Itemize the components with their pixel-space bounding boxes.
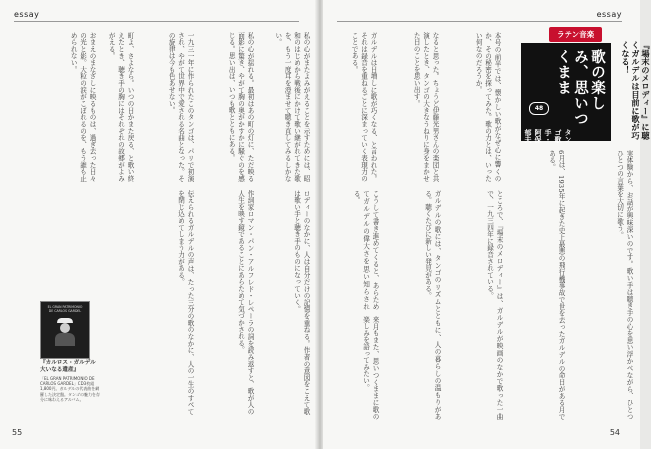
text-column: 一九三一年に作られたこのタンゴは、パリで初演され、やがて世界中で愛される名曲となった。その旋律は今も色あせない。: [167, 32, 194, 182]
text-column: 町よ、さよなら。いつの日かまた戻る、と歌い終えたとき、聴き手の胸にはそれぞれの故郷がよみがえる。: [107, 32, 134, 182]
series-label: ラテン音楽: [549, 27, 602, 42]
album-caption-title: 『カルロス・ガルデル 大いなる遺産』: [40, 360, 96, 373]
text-column: ところで、『場末のメロディー』は、ガルデルが映画のなかで歌った一曲で、一九三四年に録音されている。: [485, 190, 503, 420]
issue-number-badge: 48: [529, 102, 549, 115]
text-column: 作詞家ロマン・パン・アルフレド・レペーラの詞を読み返すと、歌が人の人生を映す鏡であることにあらためて気づかされる。: [236, 190, 254, 415]
text-column: おまえのまなざしに映るものは、過ぎ去った日々の光と影。大粒の涙がこぼれるのを、もう誰も止められない。: [69, 32, 96, 182]
left-page: [0, 0, 317, 449]
text-column: 伝えられるガルデルの声は、たった三分の歌のなかに、人の一生のすべてを閉じ込めてしまう力がある。: [176, 190, 194, 415]
album-cover-image: [40, 301, 90, 359]
section-tag: essay: [14, 10, 40, 19]
article-subtitle: 『場末のメロディー』に聴くガルデルは目前に歌が巧くなる！: [621, 41, 651, 140]
author-byline: タンゴ歌手・阿保郁夫: [524, 129, 572, 143]
singer-portrait: [55, 318, 75, 346]
text-column: 私の心がまたよみがえることを示すためには、昭和のはじめから戦後にかけて歌い継がれてきた歌を、もう一度耳を澄ませて聴き直してみるしかない。: [273, 32, 310, 182]
text-column: こうして書き進めてくると、あらためてガルデルの偉大さを思い知らされる。: [352, 190, 379, 310]
album-caption: [40, 360, 102, 402]
text-column: ロディーのなかに、人は自分だけの記憶を重ねる。作者の意図をこえて歌は歌い手と聴き手のものになっていく。: [292, 190, 310, 415]
article-title: 歌の楽しみ、思いつくまま: [555, 49, 605, 127]
text-column: 本号の前半では、懐かしい歌がなぜ心に響くのか、その秘密を探ってみた。歌の力とは、いったい何なのだろうか。: [474, 32, 501, 182]
page-number: 55: [12, 428, 23, 437]
album-cover-text: EL GRAN PATRIMONIO DE CARLOS GARDEL: [47, 305, 83, 313]
right-page: [323, 0, 651, 449]
section-tag: essay: [596, 10, 622, 19]
text-column: 6月は、1935年に起きた史上最悪の飛行機事故で世を去ったガルデルの命日がある月である。: [547, 150, 565, 420]
article-title-block: [511, 27, 651, 143]
text-column: 実体験から、お話が興味深いのです。歌い手は聴き手の心を思い浮かべながら、ひとつひとつの言葉を大切に歌う。: [615, 150, 633, 420]
album-caption-body: 「EL GRAN PATRIMONIO DE CARLOS GARDEL」CD3枚組 1,800円。ガルデルの代表曲を網羅した決定盤。タンゴの魅力を存分に味わえるアルバム。: [40, 376, 100, 402]
title-box: [521, 43, 611, 141]
text-column: 私の心が揺れる。最初はあの町の灯に、ただ映る面影に驚き、やがて胸の奥がかすかに騒ぐのを感じる。思い出は、いつも歌とともにある。: [227, 32, 254, 182]
page-number: 54: [609, 428, 620, 437]
text-column: なると思った。ちょうど伊藤光男さんの楽団と共演したとき、タンゴの大きなうねりに身をまかせた日のことを思い出す。: [412, 32, 439, 182]
text-column: ガルデルの歌には、タンゴのリズムとともに、人の暮らしの温もりがある。聴くたびに新しい発見がある。: [423, 190, 441, 420]
text-column: 来月もまた、思いつくままに歌の楽しみを語ってみたい。: [361, 316, 379, 420]
text-column: ガルデルは日増しに歌が巧くなる、と言われた。それは録音を重ねるごとに深まっていく表現力のことである。: [350, 32, 377, 182]
